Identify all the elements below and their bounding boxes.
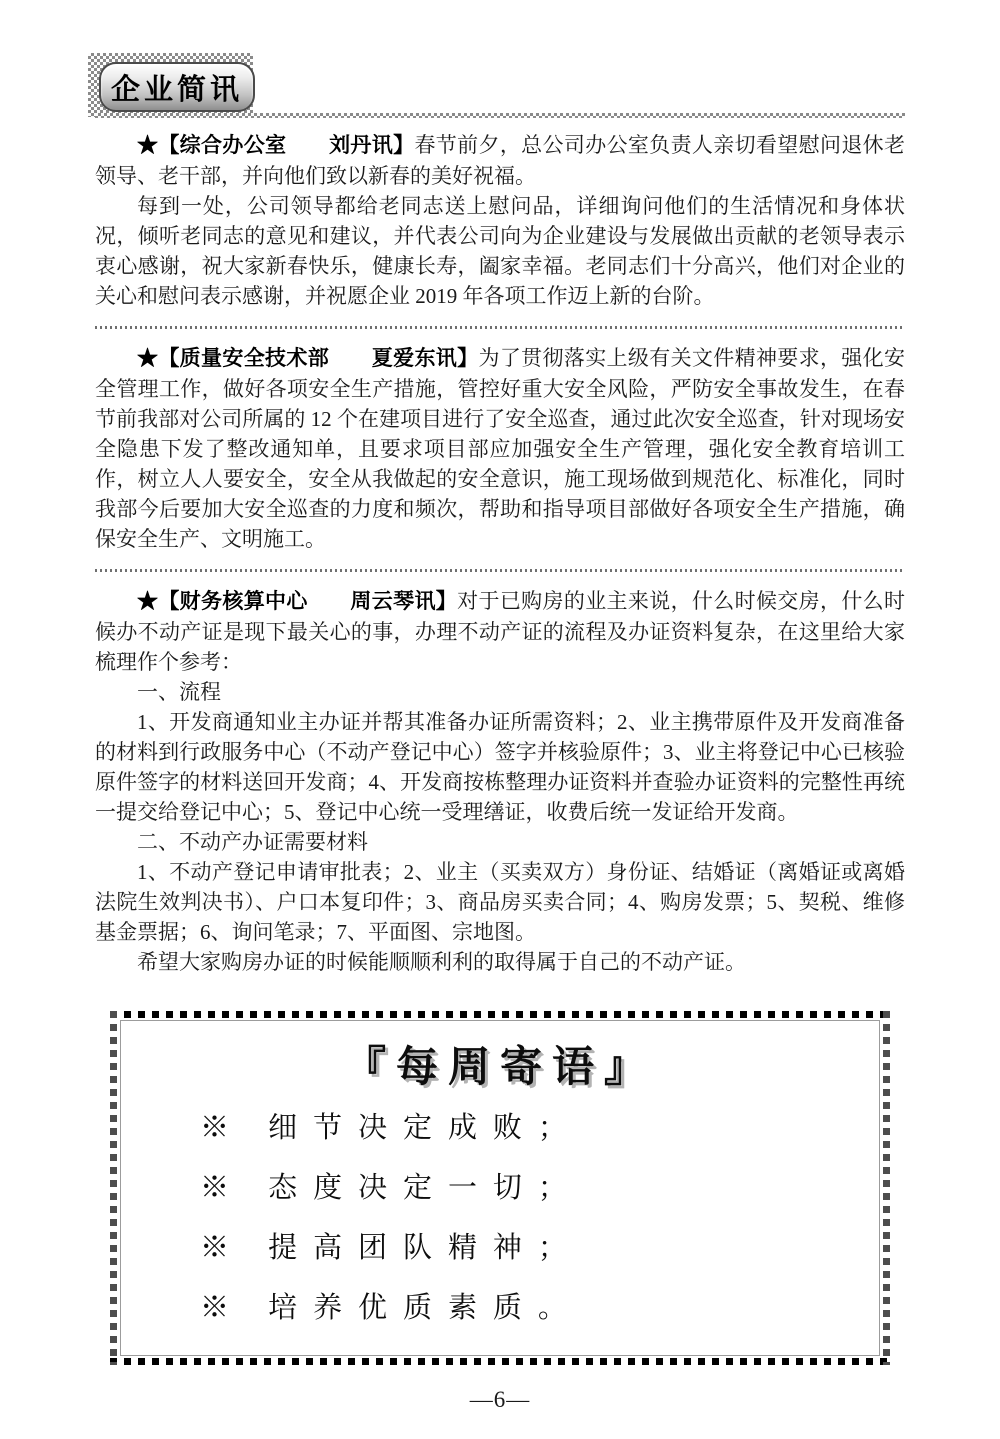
section-separator — [95, 326, 905, 329]
section-lead-text: 对于已购房的业主来说，什么时候交房，什么时候办不动产证是现下最关心的事，办理不动产证的流程及办证资料复杂，在这里给大家梳理作个参考： — [95, 589, 906, 674]
weekly-message-item: ※ 培养优质素质。 — [200, 1292, 583, 1324]
paragraph: 每到一处，公司领导都给老同志送上慰问品，详细询问他们的生活情况和身体状况，倾听老同志的意见和建议，并代表公司向为企业建设与发展做出贡献的老领导表示衷心感谢，祝大家新春快乐，健康长寿，阖家幸福。老同志们十分高兴，他们对企业的关心和慰问表示感谢，并祝愿企业 2019 年各项工作迈上新的台阶。 — [95, 194, 905, 308]
section-separator — [95, 569, 905, 572]
box-border-top — [110, 1011, 890, 1018]
subheading-process: 一、流程 — [137, 680, 221, 704]
section-head: ★【综合办公室 刘丹讯】 — [137, 134, 415, 157]
weekly-message-item: ※ 细节决定成败； — [200, 1112, 583, 1144]
page-number: —6— — [469, 1387, 531, 1412]
weekly-message-box — [110, 1011, 890, 1365]
section-general-office — [95, 130, 905, 311]
paragraph: 1、不动产登记申请审批表；2、业主（买卖双方）身份证、结婚证（离婚证或离婚法院生效判决书）、户口本复印件；3、商品房买卖合同；4、购房发票；5、契税、维修基金票据；6、询问笔录；7、平面图、宗地图。 — [95, 860, 905, 944]
section-quality-safety — [95, 343, 905, 554]
section-finance-accounting — [95, 586, 905, 977]
section-head: ★【财务核算中心 周云琴讯】 — [137, 590, 458, 613]
subheading-materials: 二、不动产办证需要材料 — [137, 830, 368, 854]
section-lead-paragraph — [95, 130, 905, 191]
section-lead-text: 春节前夕，总公司办公室负责人亲切看望慰问退休老领导、老干部，并向他们致以新春的美好祝福。 — [95, 133, 906, 188]
section-lead-paragraph — [95, 343, 905, 554]
weekly-message-title: 『每周寄语』 — [343, 1045, 656, 1091]
section-lead-text: 为了贯彻落实上级有关文件精神要求，强化安全管理工作，做好各项安全生产措施，管控好重大安全风险，严防安全事故发生，在春节前我部对公司所属的 12 个在建项目进行了安全巡查，通过此次安全巡查，针对现场安全隐患下发了整改通知单，且要求项目部应加强安全生产管理，强化安全教育培训工作，树立人人要安全，安全从我做起的安全意识，施工现场做到规范化、标准化，同时我部今后要加大安全巡查的力度和频次，帮助和指导项目部做好各项安全生产措施，确保安全生产、文明施工。 — [95, 346, 905, 551]
weekly-message-item: ※ 态度决定一切； — [200, 1172, 583, 1204]
box-border-left — [110, 1011, 117, 1365]
section-head: ★【质量安全技术部 夏爱东讯】 — [137, 347, 479, 370]
box-border-right — [883, 1011, 890, 1365]
box-border-bottom — [110, 1358, 890, 1365]
weekly-message-item: ※ 提高团队精神； — [200, 1232, 583, 1264]
paragraph: 希望大家购房办证的时候能顺顺利利的取得属于自己的不动产证。 — [137, 950, 746, 974]
paragraph: 1、开发商通知业主办证并帮其准备办证所需资料；2、业主携带原件及开发商准备的材料到行政服务中心（不动产登记中心）签字并核验原件；3、业主将登记中心已核验原件签字的材料送回开发商；4、开发商按栋整理办证资料并查验办证资料的完整性再统一提交给登记中心；5、登记中心统一受理缮证，收费后统一发证给开发商。 — [95, 710, 905, 824]
badge-label: 企业简讯 — [110, 73, 243, 106]
section-lead-paragraph — [95, 586, 905, 677]
